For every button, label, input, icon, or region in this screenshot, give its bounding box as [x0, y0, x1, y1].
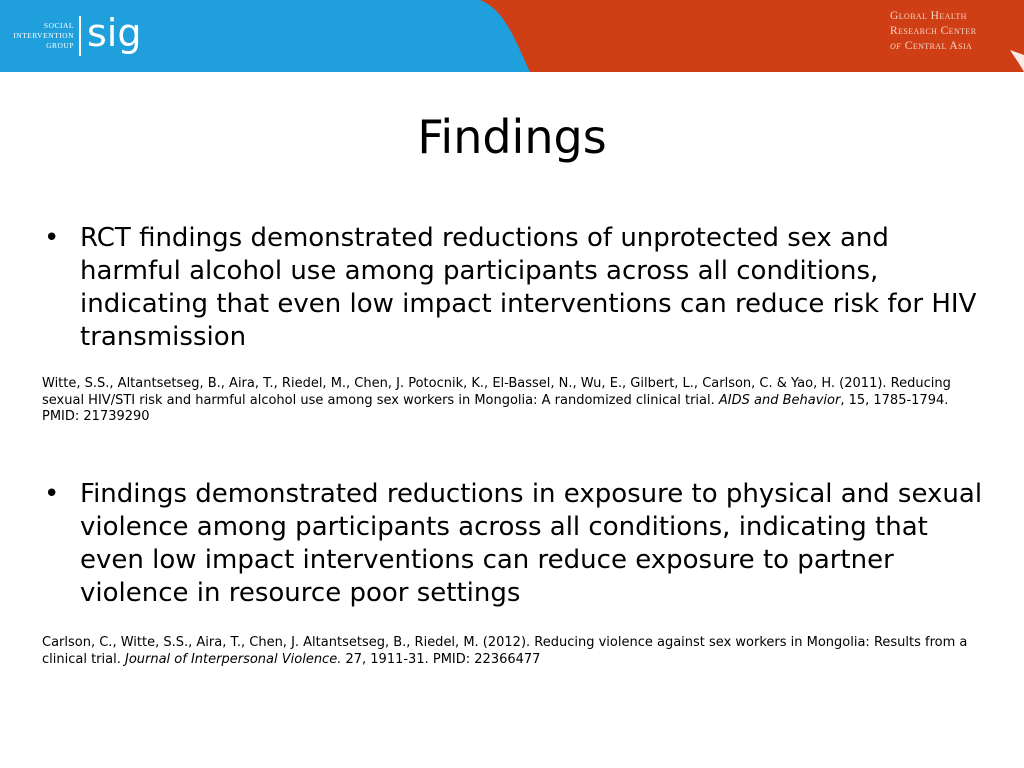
citation-journal: Journal of Interpersonal Violence. — [124, 651, 342, 667]
bullet-item — [44, 478, 984, 610]
ghrcca-logo: Global Health Research Center of Central Asia — [890, 10, 977, 52]
sig-logo-divider — [79, 16, 81, 56]
sig-logo-wordmark: sig — [87, 11, 142, 55]
bullet-text: RCT findings demonstrated reductions of unprotected sex and harmful alcohol use among participants across all conditions, indicating that even low impact interventions can reduce risk for HIV transmission — [80, 223, 977, 352]
citation-journal: AIDS and Behavior — [718, 392, 841, 408]
slide-title: Findings — [417, 110, 607, 164]
banner-background — [0, 0, 1024, 72]
citation: Carlson, C., Witte, S.S., Aira, T., Chen, J. Altantsetseg, B., Riedel, M. (2012). Reducing violence against sex workers in Mongolia: Results from a clinical trial. Journal of Interpersonal Violence. 27, 1911-31. PMID: 22366477 — [42, 635, 968, 667]
sig-logo — [2, 11, 142, 58]
bullet-text: Findings demonstrated reductions in exposure to physical and sexual violence among participants across all conditions, indicating that even low impact interventions can reduce exposure to partner violence in resource poor settings — [80, 479, 983, 608]
bullet-item — [44, 222, 984, 354]
sig-logo-small-text: SOCIAL INTERVENTION GROUP — [13, 21, 74, 50]
citation: Witte, S.S., Altantsetseg, B., Aira, T., Riedel, M., Chen, J. Potocnik, K., El-Bassel, N., Wu, E., Gilbert, L., Carlson, C. & Yao, H. (2011). Reducing sexual HIV/STI risk and harmful alcohol use among sex workers in Mongolia: A randomized clinical trial. AIDS and Behavior, 15, 1785-1794. PMID: 21739290 — [42, 376, 951, 424]
bullet-icon: • — [44, 223, 60, 253]
bullet-icon: • — [44, 479, 60, 509]
header-banner — [0, 0, 1024, 72]
